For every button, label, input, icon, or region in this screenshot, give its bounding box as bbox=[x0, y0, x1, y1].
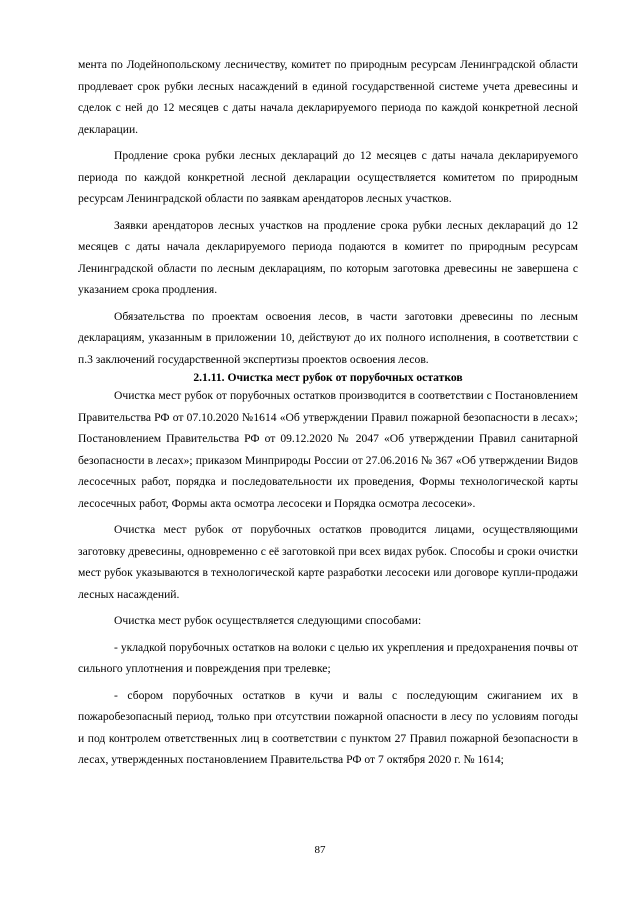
paragraph-applications: Заявки арендаторов лесных участков на продление срока рубки лесных деклараций до 12 месяцев с даты начала декларируемого периода подаются в комитет по природным ресурсам Ленинградской области по лесным декларациям, по которым заготовка древесины не завершена с указанием срока продления. bbox=[78, 218, 578, 296]
paragraph-continuation: мента по Лодейнопольскому лесничеству, комитет по природным ресурсам Ленинградской области продлевает срок рубки лесных насаждений в единой государственной системе учета древесины и сделок с ней до 12 месяцев с даты начала декларируемого периода по каждой конкретной лесной декларации. bbox=[78, 58, 578, 136]
paragraph-cleanup-regulations: Очистка мест рубок от порубочных остатков производится в соответствии с Постановлением Правительства РФ от 07.10.2020 №1614 «Об утверждении Правил пожарной безопасности в лесах»; Постановлением Правительства РФ от 09.12.2020 № 2047 «Об утверждении Правил санитарной безопасности в лесах»; приказом Минприроды России от 27.06.2016 № 367 «Об утверждении Видов лесосечных работ, порядка и последовательности их проведения, Формы технологической карты лесосечных работ, Формы акта осмотра лесосеки и Порядка осмотра лесосеки». bbox=[78, 389, 578, 510]
list-item-method-dragways: - укладкой порубочных остатков на волоки с целью их укрепления и предохранения почвы от сильного уплотнения и повреждения при трелевке; bbox=[78, 640, 578, 675]
paragraph-cleanup-responsible: Очистка мест рубок от порубочных остатков проводится лицами, осуществляющими заготовку древесины, одновременно с её заготовкой при всех видах рубок. Способы и сроки очистки мест рубок указываются в технологической карте разработки лесосеки или договоре купли-продажи лесных насаждений. bbox=[78, 523, 578, 601]
paragraph-cleanup-methods: Очистка мест рубок осуществляется следующими способами: bbox=[114, 614, 422, 627]
page-number: 87 bbox=[314, 844, 326, 856]
list-item-method-burning: - сбором порубочных остатков в кучи и валы с последующим сжиганием их в пожаробезопасный период, только при отсутствии пожарной опасности в лесу по условиям погоды и под контролем ответственных лиц в соответствии с пунктом 27 Правил пожарной безопасности в лесах, утвержденных постановлением Правительства РФ от 7 октября 2020 г. № 1614; bbox=[78, 688, 578, 766]
document-page bbox=[78, 54, 578, 776]
paragraph-obligations: Обязательства по проектам освоения лесов, в части заготовки древесины по лесным декларациям, указанным в приложении 10, действуют до их полного исполнения, в соответствии с п.3 заключений государственной экспертизы проектов освоения лесов. bbox=[78, 309, 578, 366]
paragraph-extension: Продление срока рубки лесных деклараций до 12 месяцев с даты начала декларируемого периода по каждой конкретной лесной декларации осуществляется комитетом по природным ресурсам Ленинградской области по заявкам арендаторов лесных участков. bbox=[78, 149, 578, 205]
section-heading: 2.1.11. Очистка мест рубок от порубочных остатков bbox=[193, 371, 463, 384]
